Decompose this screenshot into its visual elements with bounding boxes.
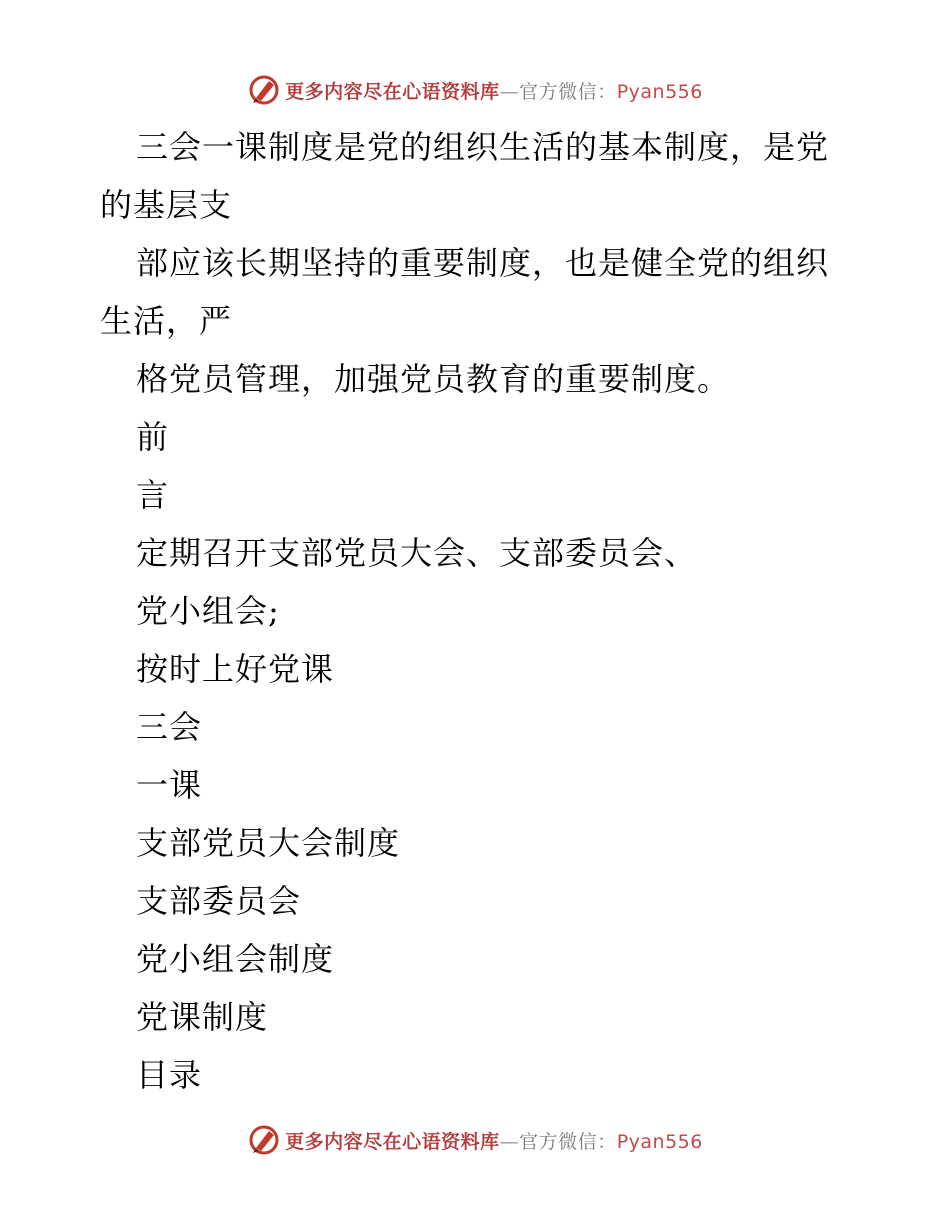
document-line: 目录 bbox=[136, 1056, 203, 1094]
banner-prefix: 更多内容尽在心语资料库 bbox=[285, 80, 500, 103]
document-line: 一课 bbox=[136, 766, 203, 804]
document-body bbox=[100, 118, 850, 1104]
pen-logo-icon bbox=[247, 1123, 281, 1157]
document-line: 的基层支 bbox=[100, 186, 233, 224]
banner-wechat-label: 官方微信： bbox=[519, 80, 617, 103]
banner-dash: — bbox=[499, 80, 520, 103]
header-watermark-banner bbox=[0, 70, 950, 110]
banner-dash: — bbox=[499, 1130, 520, 1153]
document-line: 三会一课制度是党的组织生活的基本制度，是党 bbox=[136, 128, 830, 166]
banner-wechat-id: Pyan556 bbox=[616, 80, 703, 103]
document-line: 党课制度 bbox=[136, 998, 269, 1036]
banner-wechat-label: 官方微信： bbox=[519, 1130, 617, 1153]
document-line: 支部委员会 bbox=[136, 882, 302, 920]
banner-prefix: 更多内容尽在心语资料库 bbox=[285, 1130, 500, 1153]
document-line: 支部党员大会制度 bbox=[136, 824, 401, 862]
document-line: 按时上好党课 bbox=[136, 650, 335, 688]
document-line: 党小组会; bbox=[136, 592, 280, 630]
document-line: 格党员管理，加强党员教育的重要制度。 bbox=[136, 360, 731, 398]
document-line: 定期召开支部党员大会、支部委员会、 bbox=[136, 534, 698, 572]
document-line: 党小组会制度 bbox=[136, 940, 335, 978]
document-line: 生活，严 bbox=[100, 302, 233, 340]
document-line: 言 bbox=[136, 476, 170, 514]
document-line: 三会 bbox=[136, 708, 203, 746]
document-line: 部应该长期坚持的重要制度，也是健全党的组织 bbox=[136, 244, 830, 282]
pen-logo-icon bbox=[247, 73, 281, 107]
footer-watermark-banner bbox=[0, 1120, 950, 1160]
banner-wechat-id: Pyan556 bbox=[616, 1130, 703, 1153]
document-line: 前 bbox=[136, 418, 170, 456]
